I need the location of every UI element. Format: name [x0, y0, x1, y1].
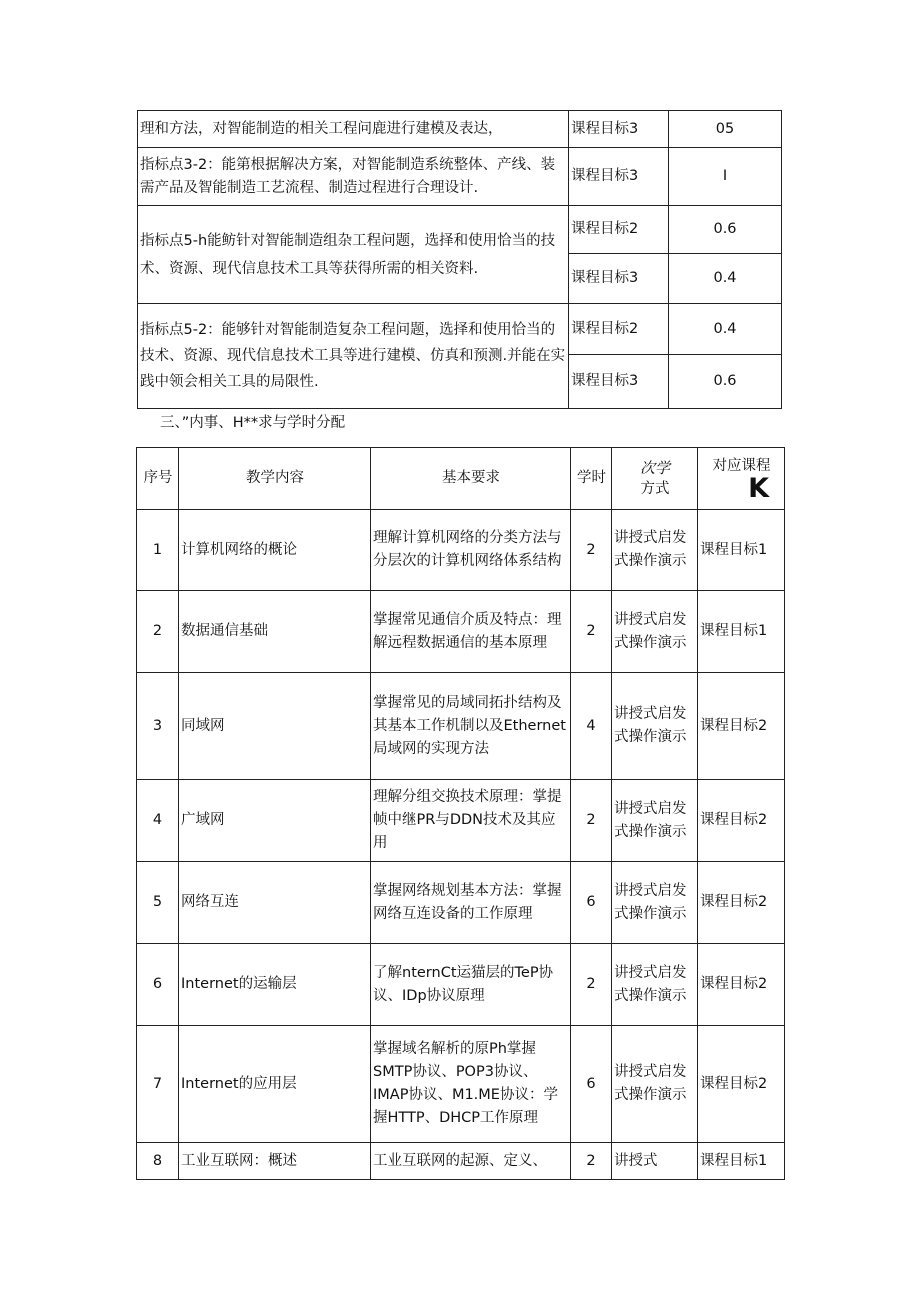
goal-cell: 课程目标2 [569, 206, 669, 254]
content-hours-table [136, 447, 785, 1180]
row-requirement: 掌握网络规划基本方法：掌握网络互连设备的工作原理 [371, 862, 571, 944]
row-hours: 2 [571, 944, 612, 1026]
header-hours: 学时 [571, 448, 612, 510]
row-method: 讲授式启发式操作演示 [612, 944, 698, 1026]
row-hours: 2 [571, 591, 612, 673]
row-content: Internet的应用层 [179, 1026, 371, 1143]
table-row [137, 944, 785, 1026]
row-no: 6 [137, 944, 179, 1026]
indicator-cell: 指标点5-h能鲂针对智能制造组杂工程问题，选择和使用恰当的技术、资源、现代信息技术工具等获得所需的相关资料. [138, 206, 569, 304]
row-requirement: 掌握常见的局域同拓扑结构及其基本工作机制以及Ethernet局域网的实现方法 [371, 673, 571, 780]
row-hours: 4 [571, 673, 612, 780]
weight-cell: 0.6 [669, 355, 782, 409]
weight-cell: 0.4 [669, 304, 782, 355]
header-method-top: 次学 [639, 458, 670, 477]
row-goal: 课程目标2 [698, 673, 785, 780]
weight-cell: 0.6 [669, 206, 782, 254]
row-no: 3 [137, 673, 179, 780]
row-requirement: 了解nternCt运猫层的TeP协议、IDp协议原理 [371, 944, 571, 1026]
table-row [138, 304, 782, 355]
table-row [137, 510, 785, 591]
table-row [137, 1143, 785, 1180]
row-goal: 课程目标1 [698, 591, 785, 673]
row-hours: 6 [571, 862, 612, 944]
row-content: 同域网 [179, 673, 371, 780]
row-content: 网络互连 [179, 862, 371, 944]
weight-cell: I [669, 148, 782, 206]
header-content: 教学内容 [179, 448, 371, 510]
row-requirement: 掌握常见通信介质及特点：理解远程数据通信的基本原理 [371, 591, 571, 673]
row-goal: 课程目标2 [698, 1026, 785, 1143]
row-method: 讲授式启发式操作演示 [612, 510, 698, 591]
goal-cell: 课程目标3 [569, 148, 669, 206]
table-header-row [137, 448, 785, 510]
header-goal [698, 448, 785, 510]
goal-cell: 课程目标2 [569, 304, 669, 355]
header-requirement: 基本要求 [371, 448, 571, 510]
row-content: 广域网 [179, 780, 371, 862]
row-goal: 课程目标1 [698, 1143, 785, 1180]
table-row [137, 862, 785, 944]
weight-cell: 05 [669, 111, 782, 148]
row-hours: 2 [571, 780, 612, 862]
row-no: 5 [137, 862, 179, 944]
row-requirement: 理解分组交换技术原理：掌提帧中继PR与DDN技术及其应用 [371, 780, 571, 862]
table-row [137, 1026, 785, 1143]
weight-cell: 0.4 [669, 254, 782, 304]
row-hours: 6 [571, 1026, 612, 1143]
row-no: 8 [137, 1143, 179, 1180]
indicator-cell: 理和方法，对智能制造的相关工程问鹿进行建模及表达， [138, 111, 569, 148]
section-heading: 三、”内事、H**求与学时分配 [160, 415, 346, 431]
row-goal: 课程目标2 [698, 780, 785, 862]
header-goal-top: 对应课程 [712, 457, 771, 474]
row-method: 讲授式启发式操作演示 [612, 591, 698, 673]
indicator-cell: 指标点3-2：能第根据解决方案，对智能制造系统整体、产线、装需产品及智能制造工艺流程、制造过程进行合理设计. [138, 148, 569, 206]
row-method: 讲授式启发式操作演示 [612, 780, 698, 862]
table-row [137, 591, 785, 673]
row-content: Internet的运输层 [179, 944, 371, 1026]
header-method-bottom: 方式 [640, 480, 670, 497]
row-no: 1 [137, 510, 179, 591]
row-no: 2 [137, 591, 179, 673]
row-method: 讲授式启发式操作演示 [612, 862, 698, 944]
row-requirement: 掌握域名解析的原Ph掌握SMTP协议、POP3协议、IMAP协议、M1.ME协议：学握HTTP、DHCP工作原理 [371, 1026, 571, 1143]
row-no: 4 [137, 780, 179, 862]
row-content: 工业互联网：概述 [179, 1143, 371, 1180]
indicator-cell: 指标点5-2：能够针对智能制造复杂工程问题，选择和使用恰当的技术、资源、现代信息技术工具等进行建模、仿真和预测.并能在实践中领会相关工具的局限性. [138, 304, 569, 409]
row-requirement: 工业互联网的起源、定义、 [371, 1143, 571, 1180]
row-content: 数据通信基础 [179, 591, 371, 673]
header-goal-bottom: K [748, 472, 769, 504]
row-method: 讲授式 [612, 1143, 698, 1180]
table-row [138, 206, 782, 254]
row-hours: 2 [571, 510, 612, 591]
header-no: 序号 [137, 448, 179, 510]
table-row [138, 148, 782, 206]
table-row [137, 780, 785, 862]
row-method: 讲授式启发式操作演示 [612, 673, 698, 780]
row-no: 7 [137, 1026, 179, 1143]
header-method [612, 448, 698, 510]
indicator-goal-table [137, 110, 782, 409]
row-goal: 课程目标1 [698, 510, 785, 591]
table-row [138, 111, 782, 148]
row-content: 计算机网络的概论 [179, 510, 371, 591]
row-method: 讲授式启发式操作演示 [612, 1026, 698, 1143]
goal-cell: 课程目标3 [569, 254, 669, 304]
row-requirement: 理解计算机网络的分类方法与分层次的计算机网络体系结构 [371, 510, 571, 591]
row-goal: 课程目标2 [698, 944, 785, 1026]
row-hours: 2 [571, 1143, 612, 1180]
table-row [137, 673, 785, 780]
row-goal: 课程目标2 [698, 862, 785, 944]
goal-cell: 课程目标3 [569, 111, 669, 148]
goal-cell: 课程目标3 [569, 355, 669, 409]
